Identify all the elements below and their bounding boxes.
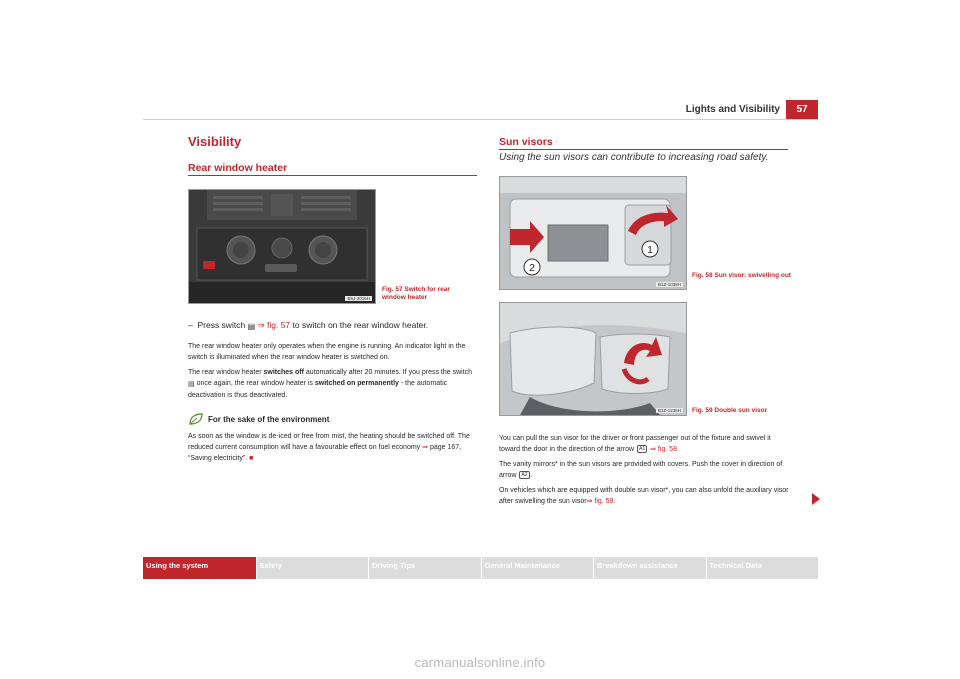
paragraph-indicator: The rear window heater only operates when the engine is running. An indicator light in the switch is illuminated when the rear window heater is switched on. — [188, 343, 466, 361]
callout-badge-a2: A2 — [521, 472, 528, 478]
header-rule — [143, 119, 818, 120]
nav-tab-technical-data[interactable]: Technical Data — [706, 557, 819, 579]
callout-badge-a1: A1 — [638, 446, 646, 452]
nav-tab-safety[interactable]: Safety — [256, 557, 369, 579]
fig-57-link[interactable]: fig. 57 — [267, 320, 291, 330]
watermark: carmanualsonline.info — [414, 655, 546, 670]
instruction-step: – Press switch ▤ ⇒ fig. 57 to switch on the rear window heater. — [188, 320, 429, 331]
environment-note-title: For the sake of the environment — [188, 412, 329, 426]
figure-code: B1Z-1038H — [657, 282, 681, 287]
rear-window-heater-icon: ▤ — [247, 322, 256, 331]
chapter-navigation — [143, 557, 818, 579]
paragraph-switch-off: The rear window heater switches off automatically after 20 minutes. If you press the switch ▤ once again, the rear window heater is switched on permanently - the automatic deactivation is thus deactivated. — [188, 369, 473, 399]
end-of-section-square-icon: ■ — [249, 455, 254, 462]
paragraph-vanity-mirror: The vanity mirrors* in the sun visors are provided with covers. Push the cover in direction of arrow A2 . — [499, 461, 783, 479]
figure-58-caption: Fig. 58 Sun visor: swivelling out — [692, 272, 791, 279]
section-title-sun-visors: Sun visors — [499, 136, 553, 148]
figure-59-double-visor-image — [499, 302, 687, 416]
figure-59-caption: Fig. 59 Double sun visor — [692, 407, 768, 414]
environment-note-text: As soon as the window is de-iced or free from mist, the heating should be switched off. The reduced current consumption will have a favourable effect on fuel economy ⇒ page 167, “Saving electricity”. ■ — [188, 433, 470, 462]
figure-57-switch-image — [188, 189, 376, 304]
section-rule — [499, 149, 788, 150]
section-subtitle: Using the sun visors can contribute to increasing road safety. — [499, 152, 769, 163]
figure-code: B5J-2016H — [347, 296, 370, 301]
figure-58-sun-visor-image — [499, 176, 687, 290]
nav-tab-general-maintenance[interactable]: General Maintenance — [481, 557, 594, 579]
nav-tab-using-the-system[interactable]: Using the system — [143, 557, 256, 579]
leaf-icon — [188, 412, 204, 426]
figure-57-caption: Fig. 57 Switch for rear window heater — [382, 286, 450, 301]
fig-59-link[interactable]: fig. 59 — [594, 498, 614, 505]
paragraph-swivel: You can pull the sun visor for the driver or front passenger out of the fixture and swivel it toward the door in the direction of the arrow A1 ⇒ fig. 58. — [499, 435, 771, 453]
rear-window-heater-icon: ▤ — [188, 381, 195, 388]
figure-code: B1Z-1236H — [657, 408, 681, 413]
running-header-title: Lights and Visibility — [685, 104, 780, 115]
nav-tab-breakdown-assistance[interactable]: Breakdown assistance — [593, 557, 706, 579]
paragraph-double-visor: On vehicles which are equipped with double sun visor*, you can also unfold the auxiliary visor after swivelling the sun visor⇒ fig. 59. — [499, 487, 789, 505]
subsection-rule — [188, 175, 477, 176]
section-title-visibility: Visibility — [188, 134, 242, 149]
arrow-right-icon[interactable] — [812, 493, 820, 505]
fig-58-link[interactable]: fig. 58 — [657, 446, 677, 453]
nav-tab-driving-tips[interactable]: Driving Tips — [368, 557, 481, 579]
page-number: 57 — [786, 100, 818, 119]
callout-label-1: 1 — [647, 245, 653, 256]
subsection-title-rear-window-heater: Rear window heater — [188, 162, 288, 174]
callout-label-2: 2 — [529, 263, 535, 274]
